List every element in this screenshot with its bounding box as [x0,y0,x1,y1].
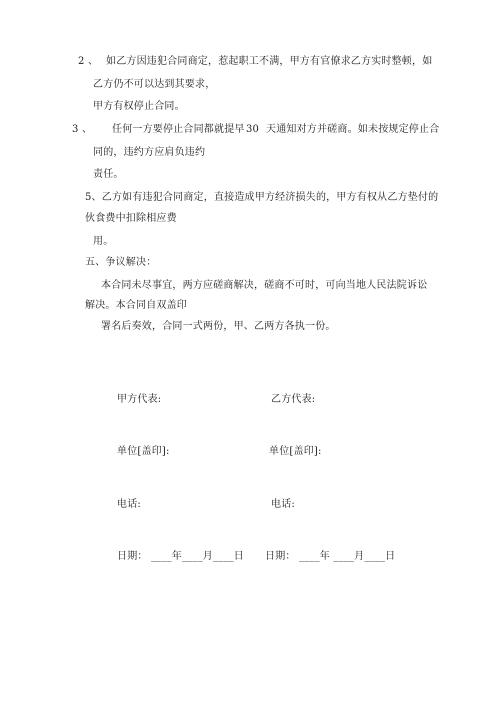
party-a-representative-label: 甲方代表: [117,394,162,405]
party-a-date-label: 日期： ____年____月____日 [117,551,244,562]
clause-5-line-2: 伙食费中扣除相应费 [85,213,177,224]
party-a-unit-seal-label: 单位[盖印]: [117,446,170,457]
clause-5-line-1: 5、乙方如有违犯合同商定，直接造成甲方经济损失的，甲方有权从乙方垫付的 [85,192,439,203]
party-b-date-label: 日期： ____年 ____月____日 [265,551,396,562]
section-5-para-line-2: 解决。本合同自双盖印 [85,300,187,311]
party-b-unit-seal-label: 单位[盖印]: [269,446,322,457]
party-b-phone-label: 电话: [271,499,295,510]
clause-3-line-1-post: 天通知对方并磋商。如未按规定停止合 [266,124,440,135]
clause-3-line-3: 责任。 [93,169,124,180]
party-b-representative-label: 乙方代表: [271,394,316,405]
party-a-phone-label: 电话: [117,499,141,510]
section-5-heading: 五、争议解决： [85,257,157,268]
clause-3-line-2: 同的，违约方应肩负违约 [93,147,206,158]
clause-3-line-1-pre: 任何一方要停止合同都就提早 [112,124,245,135]
clause-5-line-3: 用。 [93,236,114,247]
section-5-para-line-3: 署名后奏效，合同一式两份，甲、乙两方各执一份。 [101,321,336,332]
clause-2-line-2: 乙方仍不可以达到其要求， [93,79,216,90]
clause-2-line-1: 如乙方因违犯合同商定，惹起职工不满，甲方有官僚求乙方实时整顿，如 [106,56,433,67]
section-5-para-line-1: 本合同未尽事宜，两方应磋商解决，磋商不可时，可向当地人民法院诉讼 [101,280,428,291]
clause-3-number: 3 、 [72,124,93,135]
clause-3-days: 30 [246,124,260,135]
clause-2-line-3: 甲方有权停止合同。 [93,101,185,112]
clause-2-number: 2 、 [78,56,99,67]
